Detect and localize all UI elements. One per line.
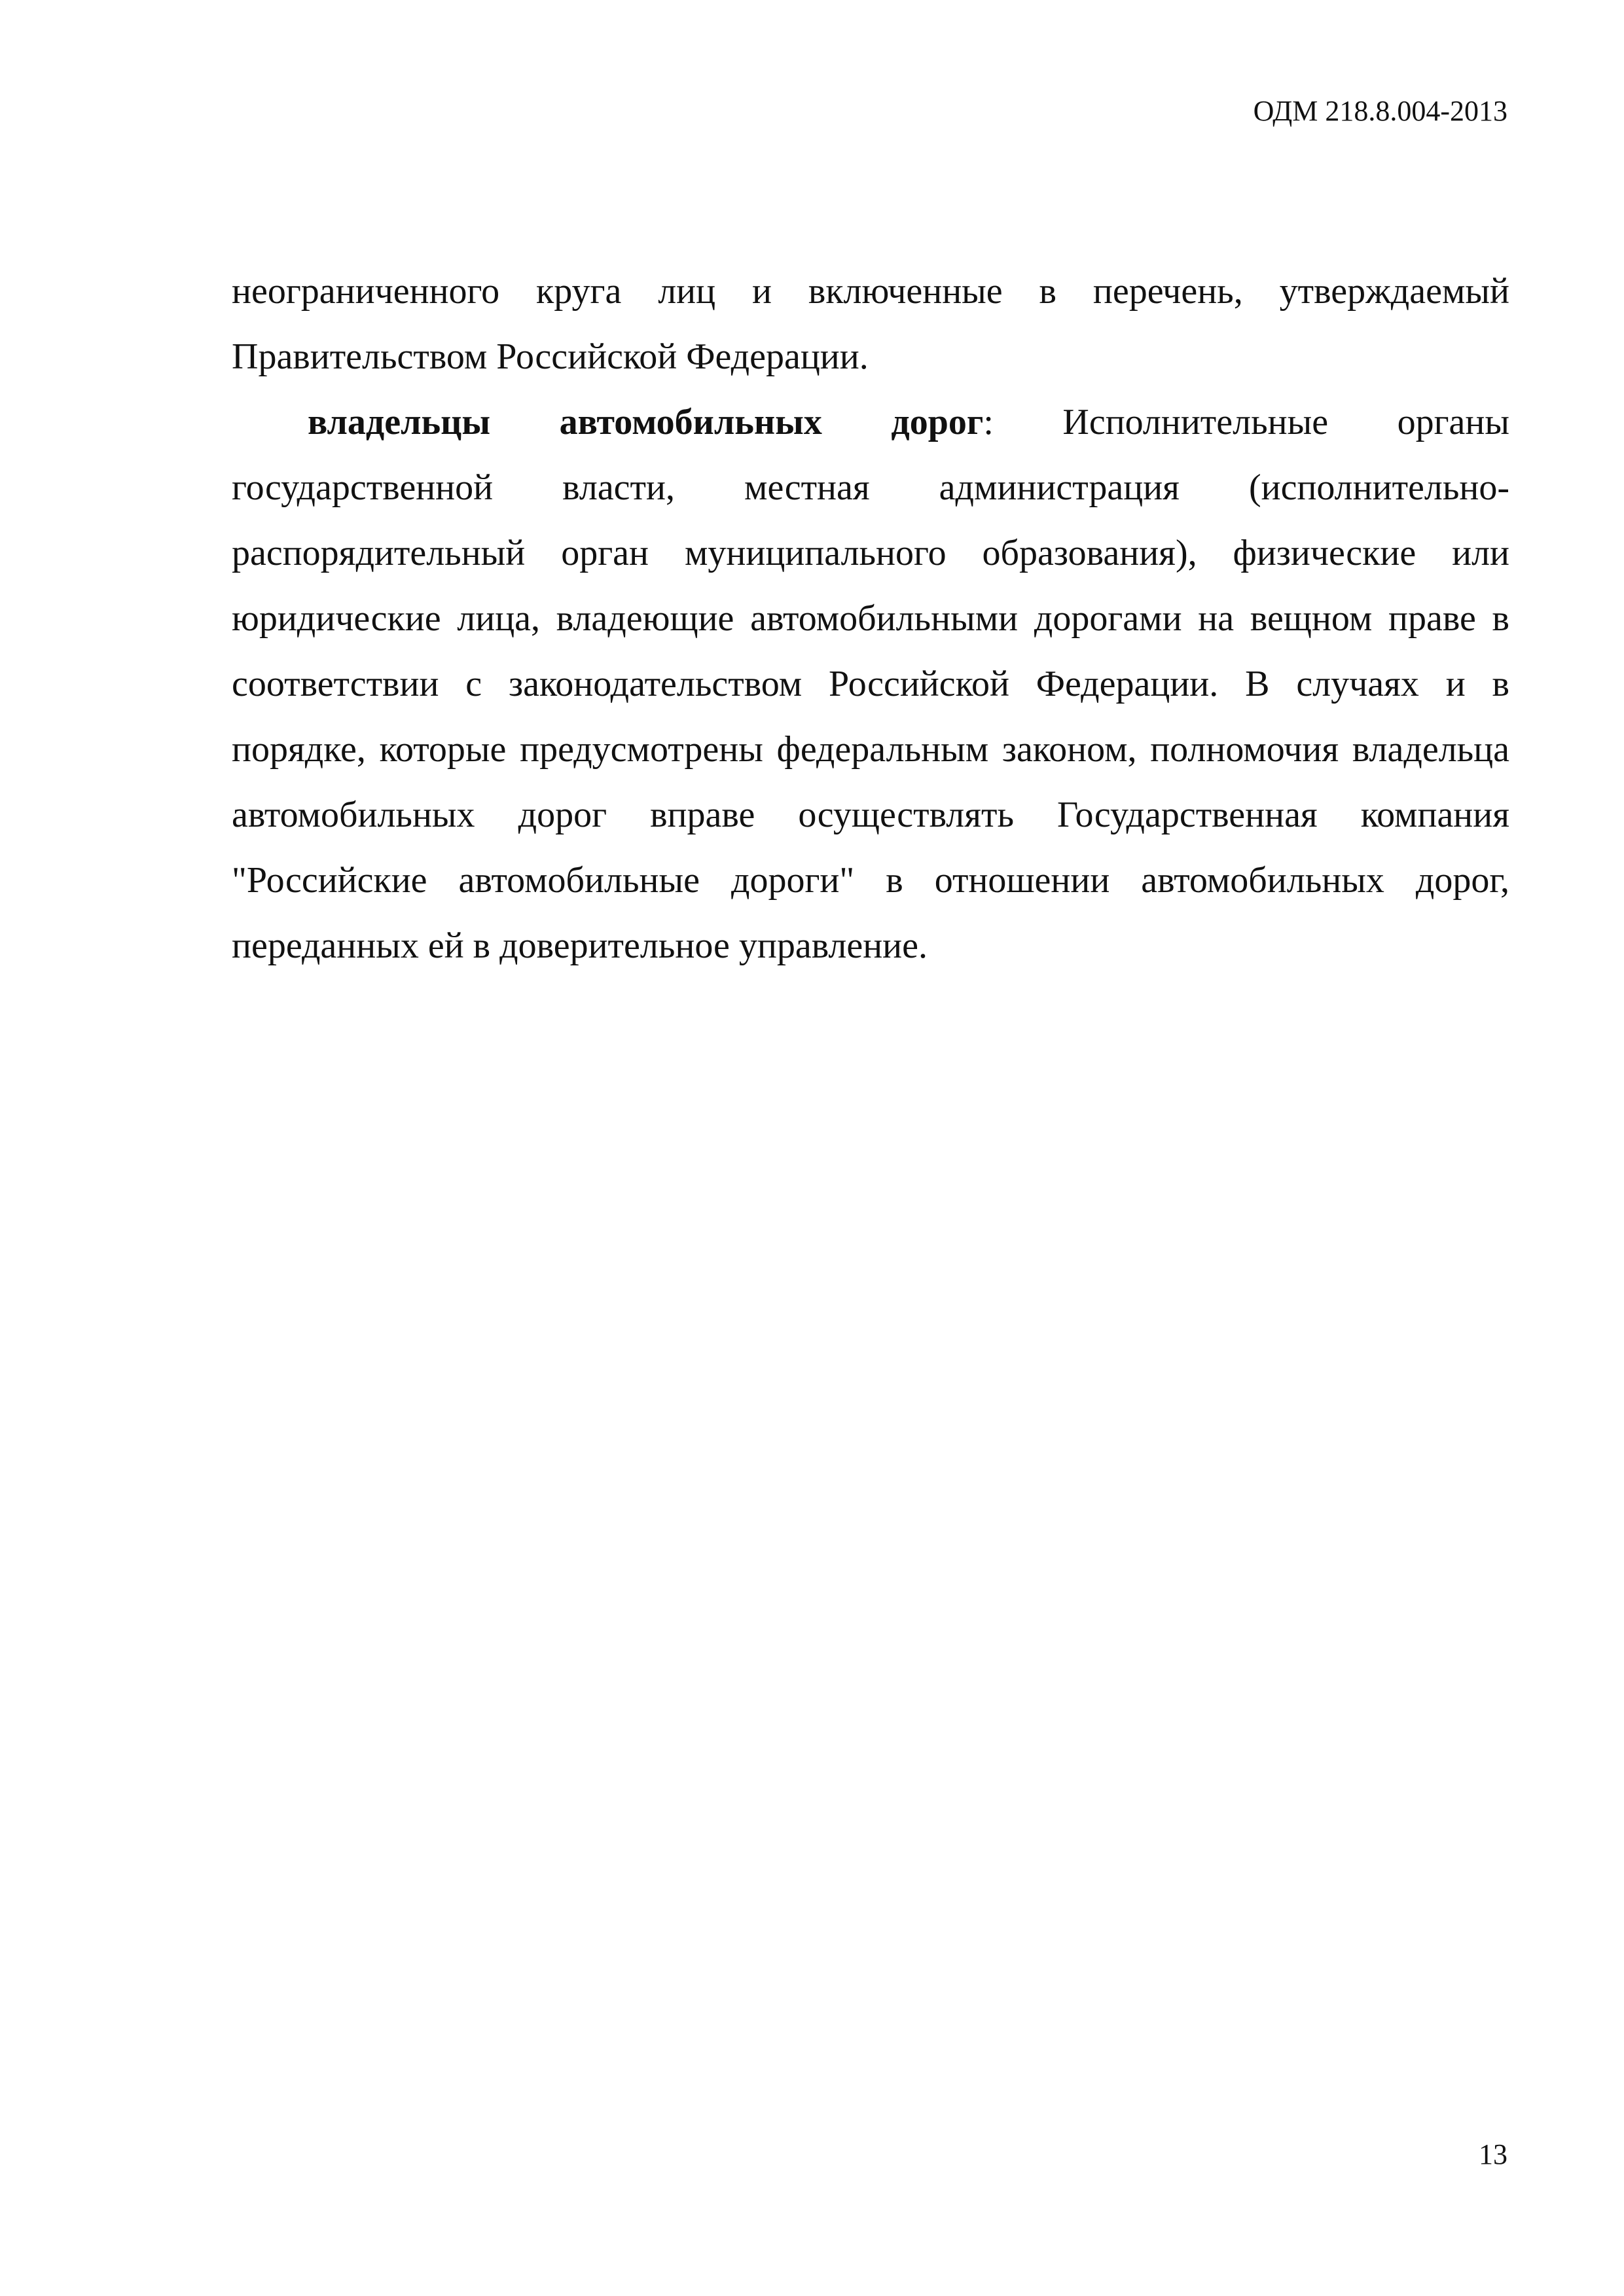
definition-text: Исполнительные органы государственной власти, местная администрация (исполнительно-распорядительный орган муниципального образования), физические или юридические лица, владеющие автомобильными дорогами на вещном праве в соответствии с законодательством Российской Федерации. В случаях и в порядке, которые предусмотрены федеральным законом, полномочия владельца автомобильных дорог вправе осуществлять Государственная компания "Российские автомобильные дороги" в отношении автомобильных дорог, переданных ей в доверительное управление. (232, 402, 1509, 966)
paragraph-continuation: неограниченного круга лиц и включенные в перечень, утверждаемый Правительством Российской Федерации. (232, 271, 1509, 377)
document-code: ОДМ 218.8.004-2013 (1253, 95, 1507, 127)
definition-paragraph (232, 389, 1509, 978)
page-number: 13 (1479, 2138, 1507, 2170)
defined-term: владельцы автомобильных дорог (308, 402, 984, 442)
term-separator: : (983, 402, 994, 442)
body-text (232, 259, 1509, 978)
